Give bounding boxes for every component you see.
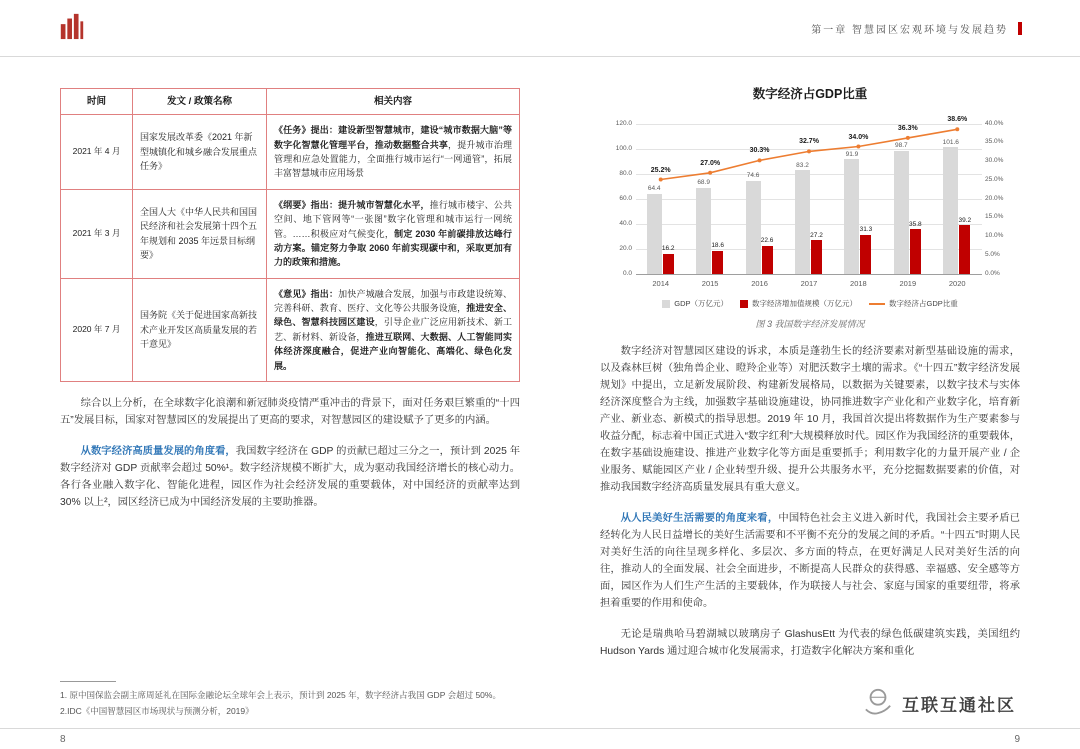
footnotes [60,681,520,728]
bar-value-label: 31.3 [859,226,873,234]
hand-globe-icon [862,687,894,720]
text-segment: 推行城市楼宇、公共空间、地下管网等“一张图”数字化管理和城市运行一网统管。……积极应对气候变化， [274,199,512,239]
body-paragraph: 无论是瑞典哈马碧湖城以玻璃房子 GlashusEtt 为代表的绿色低碳建筑实践，美国纽约 Hudson Yards 通过迎合城市化发展需求，打造数字化解决方案和重化 [600,628,1020,657]
table-header-policy: 发文 / 政策名称 [133,89,267,115]
paragraph-text: 我国数字经济在 GDP 的贡献已超过三分之一，预计到 2025 年数字经济对 GDP 贡献率会超过 50%¹。数字经济规模不断扩大，成为驱动我国经济增长的核心动力。各行各业融入数字化、智能化进程，园区作为社会经济发展的重要载体，对中国经济的贡献率达到 30% 以上²，园区经济已成为中国经济发展的主要助推器。 [60,446,520,508]
x-axis-label: 2019 [899,279,917,288]
x-axis-label: 2015 [701,279,719,288]
bar-value-label: 98.7 [895,142,908,150]
y-axis-right-label: 35.0% [985,138,1004,146]
line-value-label: 32.7% [799,138,819,146]
page-footer [0,728,1080,749]
y-axis-right-label: 40.0% [985,119,1004,127]
y-axis-right-label: 25.0% [985,175,1004,183]
text-segment: 建设新型智慧城市，建设“城市数据大脑”等数字化智慧化管理平台，推动数据整合共享 [274,125,512,150]
bar-value-label: 74.6 [746,172,760,180]
chart-gridline [636,149,982,150]
brand-name: 互联互通社区 [902,696,1016,715]
line-value-label: 25.2% [650,166,671,174]
chart-gridline [636,124,982,125]
bar-value-label: 22.6 [760,237,774,245]
y-axis-left-label: 100.0 [615,144,632,152]
chart-bar [795,161,810,274]
left-column [60,58,520,728]
bar-value-label: 101.6 [942,138,959,146]
legend-label: 数字经济占GDP比重 [889,299,958,308]
footnote-divider [60,681,116,682]
text-segment: 《任务》提出： [274,125,339,136]
cell-content [267,115,520,190]
table-row [61,278,520,381]
cell-policy: 国务院《关于促进国家高新技术产业开发区高质量发展的若干意见》 [133,278,267,381]
cell-policy: 全国人大《中华人民共和国国民经济和社会发展第十四个五年规划和 2035 年远景目标纲要》 [133,189,267,278]
text-segment: ，提升城市治理管理和应急处置能力，全面推行城市运行“一网通管”，拓展丰富智慧城市应用场景 [274,139,512,179]
bar-value-label: 68.9 [697,179,710,187]
y-axis-right-label: 10.0% [985,232,1004,239]
body-paragraph [60,444,520,512]
chart-bar [909,220,922,274]
y-axis-left-label: 120.0 [615,119,632,127]
page-body [60,58,1020,728]
table-row [61,115,520,190]
y-axis-left-label: 20.0 [619,244,632,252]
y-axis-right-label: 15.0% [985,213,1004,221]
text-segment: 推进互联网、大数据、人工智能同实体经济深度融合，促进产业向智能化、高端化、绿色化发展。 [274,331,512,371]
body-paragraph: 数字经济对智慧园区建设的诉求，本质是蓬勃生长的经济要素对新型基础设施的需求，以及森林巨树（独角兽企业、瞪羚企业等）对肥沃数字土壤的需求。《“十四五”数字经济发展规划》中提出，立足新发展阶段、构建新发展格局，以数据为关键要素，以数字技术与实体经济深度整合为主线，加强数字基础设施建设，协同推进数字产业化和产业数字化，培育新产业、新业态、新模式的指导思想。2019 年 10 月，我国首次提出将数据作为生产要素参与收益分配，标志着中国正式进入“数字红利”大规模释放时代。园区作为我国经济的重要载体，在数字基础设施建设、推进产业数字化等方面是重要抓手；利用数字化的力量开展产业 / 企业服务、赋能园区产业 / 企业转型升级、提升公共服务水平，充分挖掘数据要素的价值，对推动我国数字经济高质量发展具有重大意义。 [600,346,1020,493]
legend-label: GDP（万亿元） [674,299,728,308]
legend-square-swatch [662,300,670,308]
chart-bar [859,226,873,274]
chapter-accent-bar [1018,22,1022,35]
bar-value-label: 18.6 [711,242,724,250]
building-icon [58,10,86,47]
cell-time: 2021 年 4 月 [61,115,133,190]
table-header-time: 时间 [61,89,133,115]
text-segment: 《意见》指出： [274,288,339,299]
y-axis-left-label: 60.0 [619,194,632,202]
footnote: 2.IDC《中国智慧园区市场现状与预测分析，2019》 [60,706,254,717]
line-value-label: 36.3% [897,124,918,132]
policy-table [60,88,520,382]
table-header-content: 相关内容 [267,89,520,115]
x-axis-label: 2014 [652,279,670,288]
text-segment: 《纲要》指出： [274,199,339,210]
x-axis-label: 2018 [850,279,867,288]
chart-plot [615,116,1004,277]
legend-line-swatch [869,303,885,305]
text-segment: 推进安全、绿色、智慧科技园区建设 [274,303,512,328]
policy-table-head [61,89,520,115]
chart-legend [600,298,1020,309]
line-value-label: 27.0% [700,159,721,167]
paragraph-text: 中国特色社会主义进入新时代，我国社会主要矛盾已经转化为人民日益增长的美好生活需要和不平衡不充分的发展之间的矛盾。“十四五”时期人民对美好生活的向往呈现多样化、多层次、多方面的特点，在更好满足人民对美好生活的向往，推动人的全面发展、社会全面进步，不断提高人民群众的获得感、幸福感、安全感等方面，园区作为人们生产生活的主要载体，作为联接人与社会、家庭与国家的重要纽带，将承担着重要的作用和使命。 [600,512,1020,609]
chapter-heading [811,21,1022,36]
chart-bar [647,185,662,275]
y-axis-left-label: 80.0 [619,169,632,177]
text-segment: ，引导企业广泛应用新技术、新工艺、新材料、新设备， [274,317,512,342]
bar-value-label: 83.2 [796,161,809,169]
legend-item [869,298,958,309]
line-value-label: 34.0% [848,133,869,141]
y-axis-right-label: 5.0% [985,250,1000,258]
legend-square-swatch [740,300,748,308]
legend-item [662,298,728,309]
chart-bar [810,231,823,274]
page-number-right: 9 [1014,733,1020,745]
chart-caption: 图 3 我国数字经济发展情况 [755,319,865,329]
bar-value-label: 35.8 [909,220,922,228]
y-axis-left-label: 0.0 [622,269,632,277]
bar-value-label: 27.2 [810,231,823,239]
y-axis-left-label: 40.0 [619,219,632,227]
text-segment: 制定 2030 年前碳排放达峰行动方案。锚定努力争取 2060 年前实现碳中和，采取更加有力的政策和措施。 [274,228,512,268]
chart-bar [746,172,761,274]
x-axis-label: 2020 [948,279,966,288]
page-number-left: 8 [60,733,66,745]
x-axis-label: 2017 [800,279,818,288]
body-paragraph: 综合以上分析，在全球数字化浪潮和新冠肺炎疫情严重冲击的背景下，面对任务艰巨繁重的“十四五”发展目标，国家对智慧园区的发展提出了更高的要求，对智慧园区的建设赋予了更多的内涵。 [60,398,520,427]
paragraph-lead: 从数字经济高质量发展的角度看， [80,446,236,458]
chapter-title: 第一章 智慧园区宏观环境与发展趋势 [811,24,1008,36]
chart-bar [696,179,711,274]
page-header [0,0,1080,57]
brand-watermark [856,684,1022,723]
bar-value-label: 39.2 [958,216,972,224]
legend-item [740,298,857,309]
body-paragraph [600,511,1020,613]
y-axis-right-label: 30.0% [985,157,1004,164]
text-segment: 加快产城融合发展，加强与市政建设统筹、完善科研、教育、医疗、文化等公共服务设施， [274,288,512,314]
footnote: 1. 原中国保监会副主席周延礼在国际金融论坛全球年会上表示，预计到 2025 年，数字经济占我国 GDP 会超过 50%。 [60,689,501,700]
chart-bar [894,142,909,274]
legend-label: 数字经济增加值规模（万亿元） [752,299,857,308]
table-row [61,189,520,278]
y-axis-right-label: 20.0% [985,194,1004,202]
bar-value-label: 64.4 [647,185,661,192]
x-axis-label: 2016 [751,279,768,288]
bar-value-label: 91.9 [845,150,859,158]
line-value-label: 38.6% [947,116,968,124]
gdp-digital-economy-chart [600,78,1020,330]
chart-bar [958,216,972,274]
right-column [600,58,1020,728]
chart-bar [661,245,675,274]
text-segment: 提升城市智慧化水平， [338,199,430,210]
chart-x-axis-labels [636,279,982,288]
policy-table-body [61,115,520,382]
chart-bar [942,138,959,274]
line-value-label: 30.3% [749,147,770,155]
chart-bar [711,242,724,274]
paragraph-lead: 从人民美好生活需要的角度来看， [620,512,779,524]
cell-content [267,189,520,278]
table-header-row [61,89,520,115]
chart-bar [760,237,774,274]
y-axis-right-label: 0.0% [985,269,1000,277]
bar-value-label: 16.2 [661,245,675,253]
chart-bar [844,150,859,274]
cell-content [267,278,520,381]
cell-time: 2020 年 7 月 [61,278,133,381]
cell-policy: 国家发展改革委《2021 年新型城镇化和城乡融合发展重点任务》 [133,115,267,190]
cell-time: 2021 年 3 月 [61,189,133,278]
chart-title: 数字经济占GDP比重 [752,87,868,101]
